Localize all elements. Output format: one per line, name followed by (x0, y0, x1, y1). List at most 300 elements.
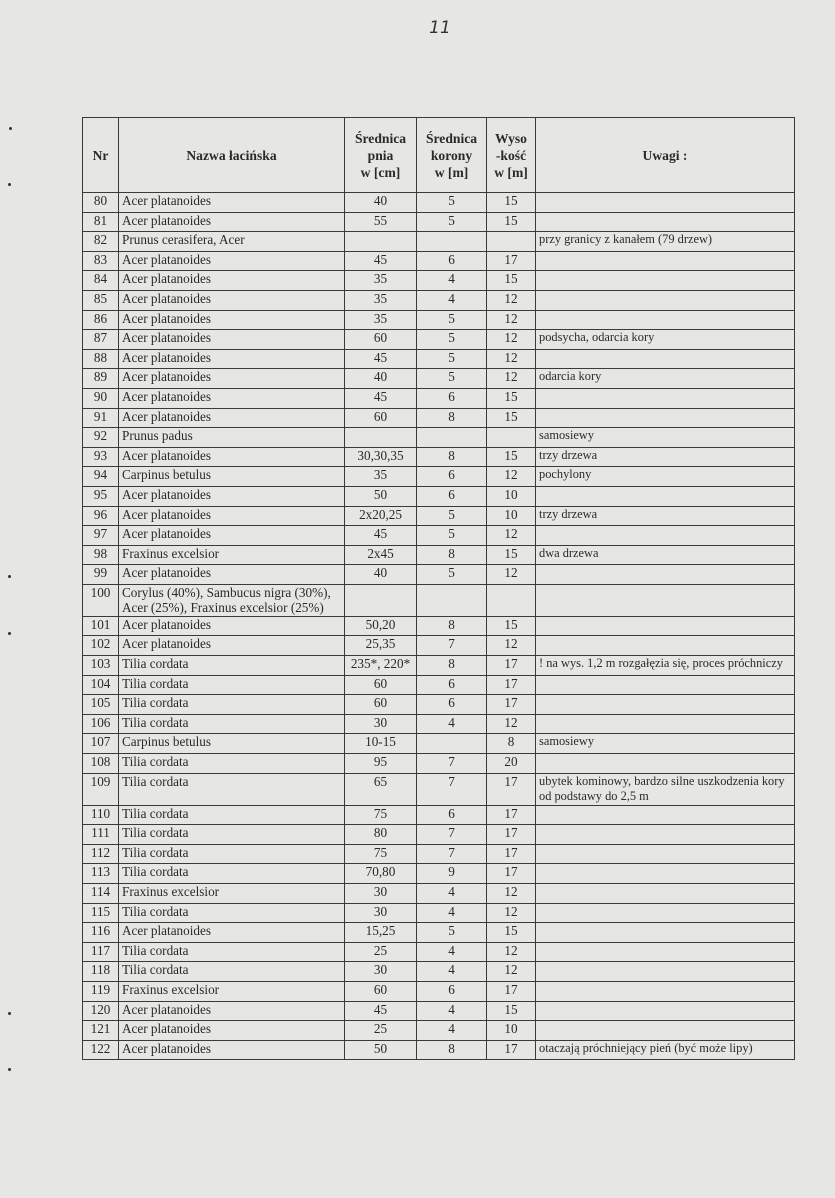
row-latin-name: Tilia cordata (119, 675, 345, 695)
header-latin-name: Nazwa łacińska (119, 118, 345, 193)
table-row (83, 349, 795, 369)
table-row (83, 565, 795, 585)
row-nr: 122 (83, 1040, 119, 1060)
row-height: 12 (487, 942, 536, 962)
row-crown-diameter: 5 (417, 193, 487, 213)
row-height: 15 (487, 271, 536, 291)
row-nr: 107 (83, 734, 119, 754)
row-height: 12 (487, 565, 536, 585)
table-row (83, 271, 795, 291)
row-latin-name: Tilia cordata (119, 714, 345, 734)
row-notes: trzy drzewa (536, 447, 795, 467)
row-crown-diameter: 4 (417, 714, 487, 734)
header-height (487, 118, 536, 193)
row-trunk-diameter: 95 (345, 754, 417, 774)
scan-dot (8, 1012, 11, 1015)
table-row (83, 805, 795, 825)
row-notes (536, 388, 795, 408)
row-height: 17 (487, 864, 536, 884)
row-nr: 94 (83, 467, 119, 487)
table-row (83, 1040, 795, 1060)
row-height: 15 (487, 923, 536, 943)
row-latin-name: Tilia cordata (119, 942, 345, 962)
row-trunk-diameter: 75 (345, 844, 417, 864)
row-notes (536, 962, 795, 982)
row-crown-diameter: 7 (417, 754, 487, 774)
row-height: 12 (487, 903, 536, 923)
row-nr: 108 (83, 754, 119, 774)
row-notes (536, 864, 795, 884)
row-notes (536, 212, 795, 232)
row-height: 17 (487, 656, 536, 676)
row-nr: 99 (83, 565, 119, 585)
row-crown-diameter: 8 (417, 545, 487, 565)
row-latin-name: Tilia cordata (119, 754, 345, 774)
row-notes: ubytek kominowy, bardzo silne uszkodzenia kory od podstawy do 2,5 m (536, 773, 795, 805)
row-latin-name: Tilia cordata (119, 773, 345, 805)
row-crown-diameter: 5 (417, 526, 487, 546)
row-crown-diameter (417, 428, 487, 448)
row-trunk-diameter: 75 (345, 805, 417, 825)
row-nr: 87 (83, 330, 119, 350)
header-notes: Uwagi : (536, 118, 795, 193)
row-trunk-diameter: 2x45 (345, 545, 417, 565)
row-crown-diameter: 4 (417, 903, 487, 923)
scan-dot (9, 127, 12, 130)
row-latin-name: Tilia cordata (119, 695, 345, 715)
row-notes (536, 1001, 795, 1021)
row-latin-name: Fraxinus excelsior (119, 884, 345, 904)
row-height: 15 (487, 545, 536, 565)
row-height: 15 (487, 447, 536, 467)
table-row (83, 428, 795, 448)
table-row (83, 734, 795, 754)
row-nr: 114 (83, 884, 119, 904)
row-latin-name: Acer platanoides (119, 349, 345, 369)
table-row (83, 773, 795, 805)
row-height: 17 (487, 1040, 536, 1060)
row-trunk-diameter: 35 (345, 271, 417, 291)
row-nr: 116 (83, 923, 119, 943)
row-height: 15 (487, 212, 536, 232)
row-notes (536, 408, 795, 428)
row-height: 12 (487, 962, 536, 982)
row-height: 17 (487, 675, 536, 695)
row-nr: 81 (83, 212, 119, 232)
row-latin-name: Tilia cordata (119, 903, 345, 923)
row-nr: 83 (83, 251, 119, 271)
row-trunk-diameter: 50 (345, 486, 417, 506)
row-crown-diameter: 8 (417, 447, 487, 467)
row-notes (536, 844, 795, 864)
table-row (83, 754, 795, 774)
row-notes (536, 714, 795, 734)
row-crown-diameter: 7 (417, 825, 487, 845)
row-latin-name: Acer platanoides (119, 369, 345, 389)
row-nr: 117 (83, 942, 119, 962)
row-crown-diameter: 4 (417, 1021, 487, 1041)
row-nr: 89 (83, 369, 119, 389)
row-notes (536, 695, 795, 715)
row-height: 17 (487, 695, 536, 715)
row-trunk-diameter: 55 (345, 212, 417, 232)
table-row (83, 675, 795, 695)
row-nr: 90 (83, 388, 119, 408)
table-row (83, 526, 795, 546)
row-height: 12 (487, 467, 536, 487)
row-nr: 98 (83, 545, 119, 565)
table-row (83, 1001, 795, 1021)
row-notes: przy granicy z kanałem (79 drzew) (536, 232, 795, 252)
row-nr: 101 (83, 616, 119, 636)
table-row (83, 981, 795, 1001)
row-latin-name: Acer platanoides (119, 636, 345, 656)
row-latin-name: Acer platanoides (119, 1040, 345, 1060)
row-nr: 112 (83, 844, 119, 864)
row-crown-diameter: 6 (417, 388, 487, 408)
row-nr: 104 (83, 675, 119, 695)
header-nr: Nr (83, 118, 119, 193)
row-trunk-diameter: 70,80 (345, 864, 417, 884)
row-crown-diameter: 4 (417, 962, 487, 982)
row-nr: 95 (83, 486, 119, 506)
row-notes (536, 193, 795, 213)
row-crown-diameter: 9 (417, 864, 487, 884)
row-trunk-diameter: 50,20 (345, 616, 417, 636)
row-crown-diameter: 5 (417, 923, 487, 943)
row-latin-name: Acer platanoides (119, 447, 345, 467)
row-nr: 93 (83, 447, 119, 467)
header-trunk-line: w [cm] (360, 164, 401, 180)
row-crown-diameter: 8 (417, 616, 487, 636)
row-trunk-diameter: 50 (345, 1040, 417, 1060)
row-nr: 80 (83, 193, 119, 213)
row-nr: 92 (83, 428, 119, 448)
row-trunk-diameter: 35 (345, 290, 417, 310)
row-nr: 88 (83, 349, 119, 369)
row-crown-diameter: 7 (417, 773, 487, 805)
row-height: 12 (487, 636, 536, 656)
row-height: 15 (487, 1001, 536, 1021)
row-nr: 110 (83, 805, 119, 825)
table-row (83, 545, 795, 565)
row-latin-name: Fraxinus excelsior (119, 981, 345, 1001)
row-latin-name: Acer platanoides (119, 330, 345, 350)
row-height: 20 (487, 754, 536, 774)
row-height (487, 584, 536, 616)
table-row (83, 903, 795, 923)
table-row (83, 636, 795, 656)
row-trunk-diameter: 45 (345, 526, 417, 546)
table-row (83, 447, 795, 467)
row-crown-diameter: 4 (417, 271, 487, 291)
row-notes: podsycha, odarcia kory (536, 330, 795, 350)
row-crown-diameter: 7 (417, 636, 487, 656)
table-row (83, 290, 795, 310)
row-notes (536, 884, 795, 904)
row-notes (536, 271, 795, 291)
row-crown-diameter (417, 734, 487, 754)
table-row (83, 825, 795, 845)
row-latin-name: Tilia cordata (119, 805, 345, 825)
row-crown-diameter: 6 (417, 675, 487, 695)
row-latin-name: Corylus (40%), Sambucus nigra (30%), Acer (25%), Fraxinus excelsior (25%) (119, 584, 345, 616)
row-height: 10 (487, 486, 536, 506)
row-notes: trzy drzewa (536, 506, 795, 526)
row-nr: 103 (83, 656, 119, 676)
row-trunk-diameter: 45 (345, 388, 417, 408)
row-nr: 102 (83, 636, 119, 656)
table-row (83, 330, 795, 350)
table-row (83, 616, 795, 636)
row-latin-name: Tilia cordata (119, 962, 345, 982)
row-notes (536, 923, 795, 943)
header-trunk-diameter (345, 118, 417, 193)
page-number: 11 (429, 18, 451, 38)
row-nr: 105 (83, 695, 119, 715)
row-latin-name: Acer platanoides (119, 193, 345, 213)
row-latin-name: Acer platanoides (119, 1001, 345, 1021)
row-latin-name: Tilia cordata (119, 844, 345, 864)
row-height (487, 232, 536, 252)
row-notes: otaczają próchniejący pień (być może lipy) (536, 1040, 795, 1060)
row-notes (536, 251, 795, 271)
row-notes: dwa drzewa (536, 545, 795, 565)
row-height: 17 (487, 825, 536, 845)
row-height: 17 (487, 251, 536, 271)
row-height: 15 (487, 616, 536, 636)
table-row (83, 695, 795, 715)
row-crown-diameter: 4 (417, 884, 487, 904)
row-latin-name: Acer platanoides (119, 290, 345, 310)
row-trunk-diameter: 80 (345, 825, 417, 845)
row-nr: 106 (83, 714, 119, 734)
row-height (487, 428, 536, 448)
row-latin-name: Tilia cordata (119, 825, 345, 845)
row-crown-diameter: 6 (417, 981, 487, 1001)
scan-dot (8, 1068, 11, 1071)
row-height: 8 (487, 734, 536, 754)
row-latin-name: Acer platanoides (119, 923, 345, 943)
row-crown-diameter: 6 (417, 251, 487, 271)
row-trunk-diameter (345, 428, 417, 448)
table-row (83, 923, 795, 943)
row-trunk-diameter: 25 (345, 1021, 417, 1041)
row-latin-name: Acer platanoides (119, 526, 345, 546)
row-trunk-diameter: 60 (345, 981, 417, 1001)
row-crown-diameter: 5 (417, 349, 487, 369)
header-crown-line: korony (430, 147, 473, 163)
row-nr: 120 (83, 1001, 119, 1021)
row-nr: 113 (83, 864, 119, 884)
row-latin-name: Carpinus betulus (119, 467, 345, 487)
table-row (83, 251, 795, 271)
row-crown-diameter: 5 (417, 506, 487, 526)
header-crown-line: w [m] (434, 164, 469, 180)
table-row (83, 506, 795, 526)
row-notes (536, 310, 795, 330)
header-crown-line: Średnica (425, 130, 478, 146)
row-trunk-diameter: 40 (345, 193, 417, 213)
row-height: 15 (487, 193, 536, 213)
table-row (83, 408, 795, 428)
row-trunk-diameter: 30 (345, 884, 417, 904)
table-row (83, 714, 795, 734)
row-height: 12 (487, 884, 536, 904)
row-trunk-diameter: 2x20,25 (345, 506, 417, 526)
row-latin-name: Acer platanoides (119, 251, 345, 271)
row-latin-name: Acer platanoides (119, 388, 345, 408)
row-trunk-diameter (345, 232, 417, 252)
row-crown-diameter: 5 (417, 565, 487, 585)
row-trunk-diameter: 60 (345, 675, 417, 695)
row-height: 12 (487, 310, 536, 330)
table-row (83, 864, 795, 884)
table-row (83, 193, 795, 213)
row-height: 15 (487, 408, 536, 428)
row-height: 12 (487, 349, 536, 369)
row-nr: 109 (83, 773, 119, 805)
header-crown-diameter (417, 118, 487, 193)
row-latin-name: Tilia cordata (119, 864, 345, 884)
row-notes (536, 1021, 795, 1041)
row-notes: samosiewy (536, 734, 795, 754)
row-latin-name: Prunus cerasifera, Acer (119, 232, 345, 252)
row-crown-diameter: 6 (417, 467, 487, 487)
header-height-line: Wyso (495, 130, 527, 146)
row-height: 12 (487, 526, 536, 546)
row-notes (536, 754, 795, 774)
row-crown-diameter (417, 584, 487, 616)
row-trunk-diameter: 35 (345, 467, 417, 487)
row-crown-diameter: 6 (417, 695, 487, 715)
row-crown-diameter: 4 (417, 1001, 487, 1021)
row-latin-name: Acer platanoides (119, 271, 345, 291)
row-notes (536, 526, 795, 546)
row-height: 10 (487, 1021, 536, 1041)
row-height: 17 (487, 981, 536, 1001)
row-crown-diameter: 6 (417, 486, 487, 506)
row-crown-diameter: 7 (417, 844, 487, 864)
row-notes: odarcia kory (536, 369, 795, 389)
row-crown-diameter (417, 232, 487, 252)
table-row (83, 369, 795, 389)
row-nr: 86 (83, 310, 119, 330)
row-crown-diameter: 4 (417, 942, 487, 962)
row-height: 12 (487, 290, 536, 310)
row-height: 12 (487, 369, 536, 389)
row-height: 12 (487, 714, 536, 734)
row-crown-diameter: 5 (417, 369, 487, 389)
row-nr: 111 (83, 825, 119, 845)
row-trunk-diameter: 30,30,35 (345, 447, 417, 467)
row-nr: 119 (83, 981, 119, 1001)
row-latin-name: Prunus padus (119, 428, 345, 448)
row-trunk-diameter: 25,35 (345, 636, 417, 656)
row-crown-diameter: 8 (417, 1040, 487, 1060)
row-notes (536, 903, 795, 923)
row-trunk-diameter: 40 (345, 565, 417, 585)
row-trunk-diameter: 30 (345, 714, 417, 734)
row-height: 17 (487, 844, 536, 864)
table-row (83, 844, 795, 864)
table-row (83, 1021, 795, 1041)
row-notes (536, 486, 795, 506)
row-crown-diameter: 5 (417, 212, 487, 232)
row-nr: 85 (83, 290, 119, 310)
header-trunk-line: Średnica (354, 130, 407, 146)
row-crown-diameter: 5 (417, 330, 487, 350)
row-latin-name: Acer platanoides (119, 616, 345, 636)
row-crown-diameter: 8 (417, 656, 487, 676)
row-nr: 118 (83, 962, 119, 982)
row-latin-name: Acer platanoides (119, 310, 345, 330)
row-crown-diameter: 5 (417, 310, 487, 330)
table-row (83, 310, 795, 330)
tree-inventory-table (82, 117, 795, 1060)
row-nr: 91 (83, 408, 119, 428)
row-trunk-diameter: 60 (345, 408, 417, 428)
table-row (83, 486, 795, 506)
table-row (83, 584, 795, 616)
row-notes (536, 636, 795, 656)
row-latin-name: Fraxinus excelsior (119, 545, 345, 565)
scan-dot (8, 575, 11, 578)
row-notes: pochylony (536, 467, 795, 487)
row-notes (536, 675, 795, 695)
row-trunk-diameter: 60 (345, 695, 417, 715)
row-trunk-diameter: 30 (345, 962, 417, 982)
row-trunk-diameter: 25 (345, 942, 417, 962)
row-latin-name: Acer platanoides (119, 565, 345, 585)
row-trunk-diameter: 10-15 (345, 734, 417, 754)
row-trunk-diameter: 60 (345, 330, 417, 350)
row-trunk-diameter (345, 584, 417, 616)
row-notes: samosiewy (536, 428, 795, 448)
row-trunk-diameter: 30 (345, 903, 417, 923)
row-latin-name: Acer platanoides (119, 212, 345, 232)
table-row (83, 656, 795, 676)
row-nr: 97 (83, 526, 119, 546)
row-height: 10 (487, 506, 536, 526)
row-trunk-diameter: 35 (345, 310, 417, 330)
row-notes (536, 942, 795, 962)
row-height: 12 (487, 330, 536, 350)
row-notes (536, 825, 795, 845)
table-row (83, 467, 795, 487)
row-height: 17 (487, 805, 536, 825)
row-notes (536, 805, 795, 825)
row-nr: 82 (83, 232, 119, 252)
row-trunk-diameter: 45 (345, 349, 417, 369)
row-notes (536, 290, 795, 310)
row-nr: 84 (83, 271, 119, 291)
row-trunk-diameter: 45 (345, 1001, 417, 1021)
row-latin-name: Carpinus betulus (119, 734, 345, 754)
table-row (83, 388, 795, 408)
row-trunk-diameter: 235*, 220* (345, 656, 417, 676)
header-height-line: -kość (495, 147, 527, 163)
row-trunk-diameter: 65 (345, 773, 417, 805)
row-crown-diameter: 6 (417, 805, 487, 825)
table-row (83, 232, 795, 252)
row-crown-diameter: 4 (417, 290, 487, 310)
table-header-row (83, 118, 795, 193)
row-latin-name: Acer platanoides (119, 486, 345, 506)
row-nr: 115 (83, 903, 119, 923)
row-nr: 100 (83, 584, 119, 616)
row-latin-name: Tilia cordata (119, 656, 345, 676)
